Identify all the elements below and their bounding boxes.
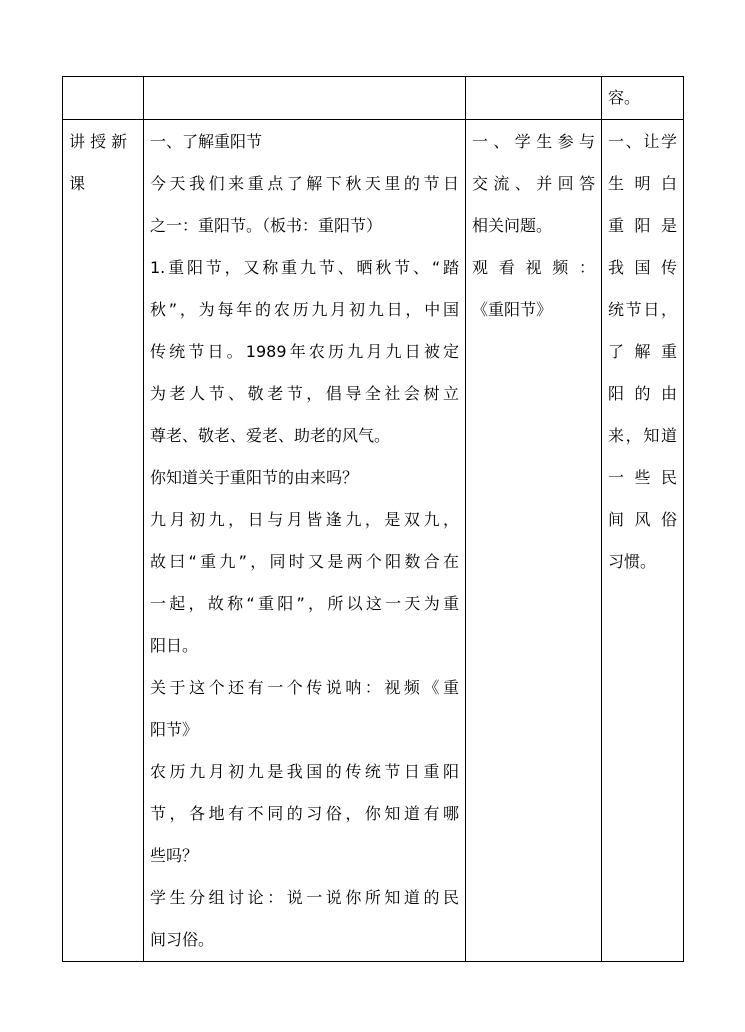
- teacher-line: 阳节》: [150, 720, 199, 739]
- teacher-line: 为老人节、敬老节，倡导全社会树立: [150, 384, 459, 403]
- teacher-line: 1.重阳节，又称重九节、晒秋节、“踏: [150, 258, 459, 277]
- design-intent-cell: [602, 120, 684, 962]
- stage-line: 讲 授 新: [69, 132, 128, 151]
- teacher-line: 学生分组讨论：说一说你所知道的民: [150, 888, 459, 907]
- teacher-line: 秋”，为每年的农历九月初九日，中国: [150, 300, 459, 319]
- table-row-main: [63, 120, 684, 962]
- teacher-line: 你知道关于重阳节的由来吗？: [150, 468, 359, 487]
- goal-line: 间 风 俗: [608, 510, 677, 529]
- teacher-line: 阳日。: [150, 636, 199, 655]
- teacher-line: 传统节日。1989年农历九月九日被定: [150, 342, 459, 361]
- stage-line: 课: [69, 174, 86, 193]
- top-cell-2: [144, 77, 466, 120]
- top-cell-4-text: 容。: [608, 88, 641, 107]
- student-line: 一、学生参与: [472, 132, 595, 151]
- goal-line: 了 解 重: [608, 342, 677, 361]
- teacher-line: 今天我们来重点了解下秋天里的节日: [150, 174, 459, 193]
- student-line: 观 看 视 频 ：: [472, 258, 595, 277]
- stage-cell: [63, 120, 144, 962]
- student-line: 《重阳节》: [472, 300, 553, 319]
- goal-line: 习惯。: [608, 552, 657, 571]
- student-line: 相关问题。: [472, 216, 553, 235]
- top-cell-3: [466, 77, 602, 120]
- teacher-line: 关于这个还有一个传说呐：视频《重: [150, 678, 459, 697]
- teacher-line: 之一：重阳节。（板书：重阳节）: [150, 216, 383, 235]
- goal-line: 一 些 民: [608, 468, 677, 487]
- teacher-line: 些吗？: [150, 846, 199, 865]
- goal-line: 来，知道: [608, 426, 677, 445]
- goal-line: 一、让学: [608, 132, 677, 151]
- goal-line: 生 明 白: [608, 174, 677, 193]
- teacher-line: 节，各地有不同的习俗，你知道有哪: [150, 804, 459, 823]
- student-line: 交流、并回答: [472, 174, 595, 193]
- goal-line: 重 阳 是: [608, 216, 677, 235]
- student-activity-cell: [466, 120, 602, 962]
- goal-line: 统节日，: [608, 300, 677, 319]
- teacher-line: 一起，故称“重阳”，所以这一天为重: [150, 594, 459, 613]
- goal-line: 我 国 传: [608, 258, 677, 277]
- goal-line: 阳 的 由: [608, 384, 677, 403]
- teacher-activity-cell: [144, 120, 466, 962]
- teacher-line: 一、了解重阳节: [150, 132, 263, 151]
- teacher-line: 九月初九，日与月皆逢九，是双九，: [150, 510, 459, 529]
- top-cell-4: [602, 77, 684, 120]
- teacher-line: 农历九月初九是我国的传统节日重阳: [150, 762, 459, 781]
- top-cell-1: [63, 77, 144, 120]
- lesson-plan-table: [62, 76, 684, 962]
- teacher-line: 故曰“重九”，同时又是两个阳数合在: [150, 552, 459, 571]
- table-row-top: [63, 77, 684, 120]
- teacher-line: 间习俗。: [150, 930, 215, 949]
- teacher-line: 尊老、敬老、爱老、助老的风气。: [150, 426, 391, 445]
